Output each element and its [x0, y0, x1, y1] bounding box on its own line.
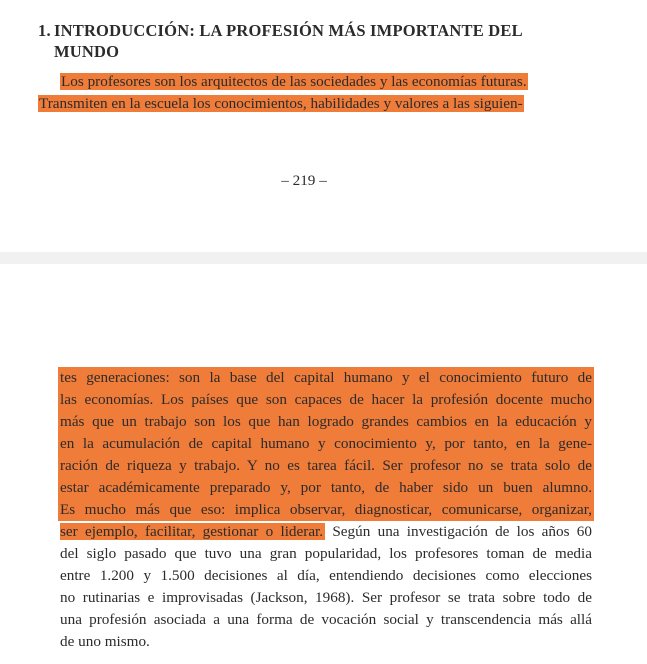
paragraph-continued — [60, 367, 592, 653]
highlighted-line[interactable]: en la acumulación de capital humano y conocimiento y, por tanto, en la gene- — [58, 433, 594, 455]
page-219 — [0, 0, 647, 252]
paragraph-line-1 — [60, 71, 528, 93]
text-run: Según una investigación de los años 60 — [325, 523, 592, 540]
highlighted-line[interactable]: estar académicamente preparado y, por tanto, de haber sido un buen alumno. — [58, 477, 594, 499]
highlighted-line[interactable]: tes generaciones: son la base del capital humano y el conocimiento futuro de — [58, 367, 594, 389]
text-line: de uno mismo. — [60, 633, 150, 650]
highlighted-line[interactable]: las economías. Los países que son capaces de hacer la profesión docente mucho — [58, 389, 594, 411]
highlight[interactable]: ser ejemplo, facilitar, gestionar o liderar. — [60, 523, 324, 540]
heading-number: 1. — [38, 21, 51, 40]
highlight[interactable]: Los profesores son los arquitectos de las sociedades y las economías futuras. — [61, 73, 527, 90]
text-line: entre 1.200 y 1.500 decisiones al día, entendiendo decisiones como elecciones — [60, 567, 592, 584]
highlight[interactable]: Transmiten en la escuela los conocimientos, habilidades y valores a las siguien- — [39, 95, 523, 112]
heading-line-2: MUNDO — [54, 42, 120, 61]
page-separator — [0, 252, 647, 264]
text-line: del siglo pasado que tuvo una gran popularidad, los profesores toman de media — [60, 545, 592, 562]
highlighted-line[interactable]: ración de riqueza y trabajo. Y no es tarea fácil. Ser profesor no se trata solo de — [58, 455, 594, 477]
text-line: una profesión asociada a una forma de vocación social y transcendencia más allá — [60, 611, 592, 628]
paragraph-line-2 — [38, 93, 524, 115]
page-number: – 219 – — [281, 172, 327, 189]
highlighted-line[interactable]: más que un trabajo son los que han logrado grandes cambios en la educación y — [58, 411, 594, 433]
highlighted-line[interactable]: Es mucho más que eso: implica observar, diagnosticar, comunicarse, organizar, — [58, 499, 594, 521]
section-heading — [38, 20, 598, 62]
text-line: no rutinarias e improvisadas (Jackson, 1968). Ser profesor se trata sobre todo de — [60, 589, 592, 606]
mixed-line — [60, 521, 592, 543]
heading-line-1: INTRODUCCIÓN: LA PROFESIÓN MÁS IMPORTANTE DEL — [54, 21, 523, 40]
